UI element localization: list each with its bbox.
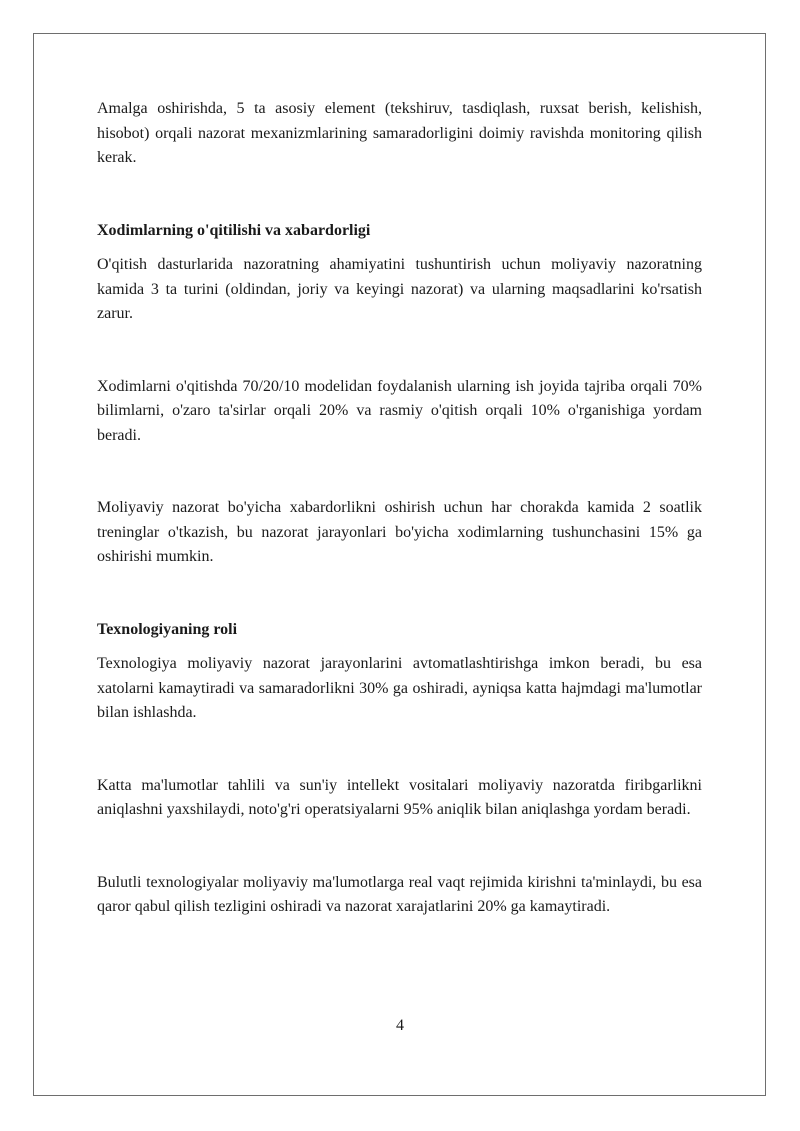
paragraph-training-2: Xodimlarni o'qitishda 70/20/10 modelidan foydalanish ularning ish joyida tajriba orqali 70% bilimlarni, o'zaro ta'sirlar orqali 20% va rasmiy o'qitish orqali 10% o'rganishiga yordam beradi. [97, 377, 702, 444]
paragraph-tech-3: Bulutli texnologiyalar moliyaviy ma'lumotlarga real vaqt rejimida kirishni ta'minlaydi, bu esa qaror qabul qilish tezligini oshiradi va nazorat xarajatlarini 20% ga kamaytiradi. [97, 873, 702, 915]
paragraph-intro: Amalga oshirishda, 5 ta asosiy element (tekshiruv, tasdiqlash, ruxsat berish, kelishish, hisobot) orqali nazorat mexanizmlarining samaradorligini doimiy ravishda monitoring qilish kerak. [97, 100, 702, 166]
paragraph-training-1: O'qitish dasturlarida nazoratning ahamiyatini tushuntirish uchun moliyaviy nazoratning kamida 3 ta turini (oldindan, joriy va keyingi nazorat) va ularning maqsadlarini ko'rsatish zarur. [97, 256, 702, 322]
page-content [97, 97, 702, 920]
heading-staff-training: Xodimlarning o'qitilishi va xabardorligi [97, 221, 371, 239]
paragraph-training-3: Moliyaviy nazorat bo'yicha xabardorlikni oshirish uchun har chorakda kamida 2 soatlik treninglar o'tkazish, bu nazorat jarayonlari bo'yicha xodimlarning tushunchasini 15% ga oshirishi mumkin. [97, 499, 702, 565]
heading-technology-role: Texnologiyaning roli [97, 620, 238, 638]
page-number: 4 [396, 1017, 404, 1034]
paragraph-tech-2: Katta ma'lumotlar tahlili va sun'iy intellekt vositalari moliyaviy nazoratda firibgarlikni aniqlashni yaxshilaydi, noto'g'ri operatsiyalarni 95% aniqlik bilan aniqlashga yordam beradi. [97, 776, 702, 818]
paragraph-tech-1: Texnologiya moliyaviy nazorat jarayonlarini avtomatlashtirishga imkon beradi, bu esa xatolarni kamaytiradi va samaradorlikni 30% ga oshiradi, ayniqsa katta hajmdagi ma'lumotlar bilan ishlashda. [97, 655, 702, 721]
